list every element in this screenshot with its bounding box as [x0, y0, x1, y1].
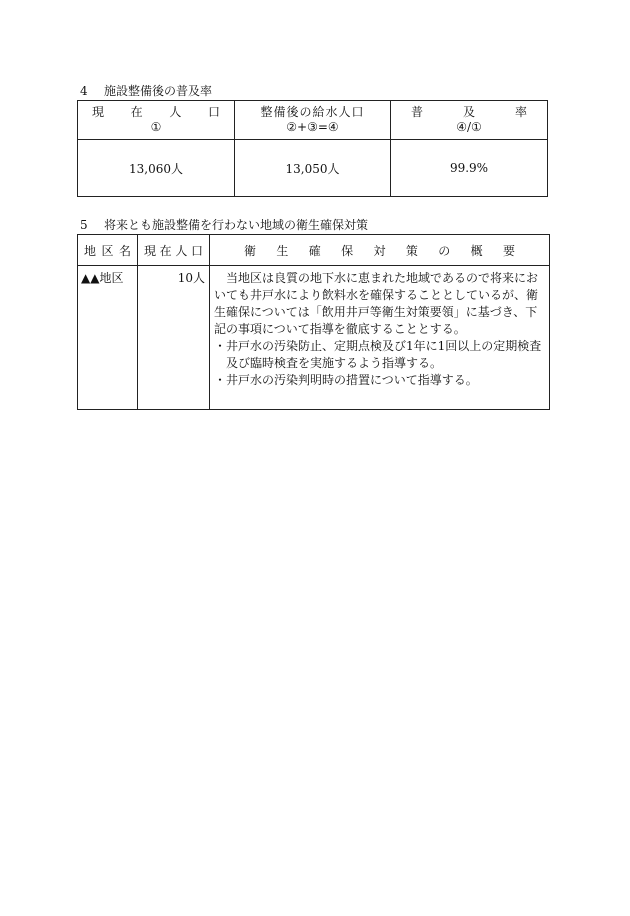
measures-paragraph: 当地区は良質の地下水に恵まれた地域であるので将来においても井戸水により飲料水を確保することとしているが、衛生確保については「飲用井戸等衛生対策要領」に基づき、下記の事項について指導を徹底することとする。	[214, 271, 539, 336]
measures-bullet-1: ・井戸水の汚染防止、定期点検及び1年に1回以上の定期検査及び臨時検査を実施するよう指導する。	[214, 339, 542, 370]
sanitation-data-row	[78, 266, 550, 410]
cell-population: 10人	[138, 266, 210, 410]
header-current-population: 現在人口 ①	[78, 101, 235, 140]
header-sub-label: ①	[150, 120, 162, 134]
coverage-header-row	[78, 101, 548, 140]
section-5-title: 将来とも施設整備を行わない地域の衛生確保対策	[104, 218, 369, 232]
coverage-value-row	[78, 140, 548, 197]
value-coverage-rate: 99.9%	[391, 140, 548, 197]
measures-bullet-2: ・井戸水の汚染判明時の措置について指導する。	[214, 373, 478, 387]
cell-area-name: ▲▲地区	[78, 266, 138, 410]
header-area-name: 地区名	[78, 235, 138, 266]
header-sub-label: ②+③=④	[286, 120, 339, 134]
header-measures-summary: 衛生確保対策の概要	[210, 235, 550, 266]
section-4-title: 施設整備後の普及率	[104, 84, 213, 98]
coverage-rate-table	[77, 100, 548, 197]
header-population: 現在人口	[138, 235, 210, 266]
sanitation-header-row	[78, 235, 550, 266]
section-5-number: 5	[80, 218, 88, 232]
value-served-population: 13,050人	[235, 140, 391, 197]
value-current-population: 13,060人	[78, 140, 235, 197]
header-sub-label: ④/①	[456, 120, 482, 134]
header-coverage-rate: 普及率 ④/①	[391, 101, 548, 140]
section-5-heading	[80, 218, 368, 232]
cell-measures-description	[210, 266, 550, 410]
section-4-heading	[80, 84, 212, 98]
sanitation-measures-table	[77, 234, 550, 410]
header-served-population: 整備後の給水人口 ②+③=④	[235, 101, 391, 140]
section-4-number: 4	[80, 84, 88, 98]
